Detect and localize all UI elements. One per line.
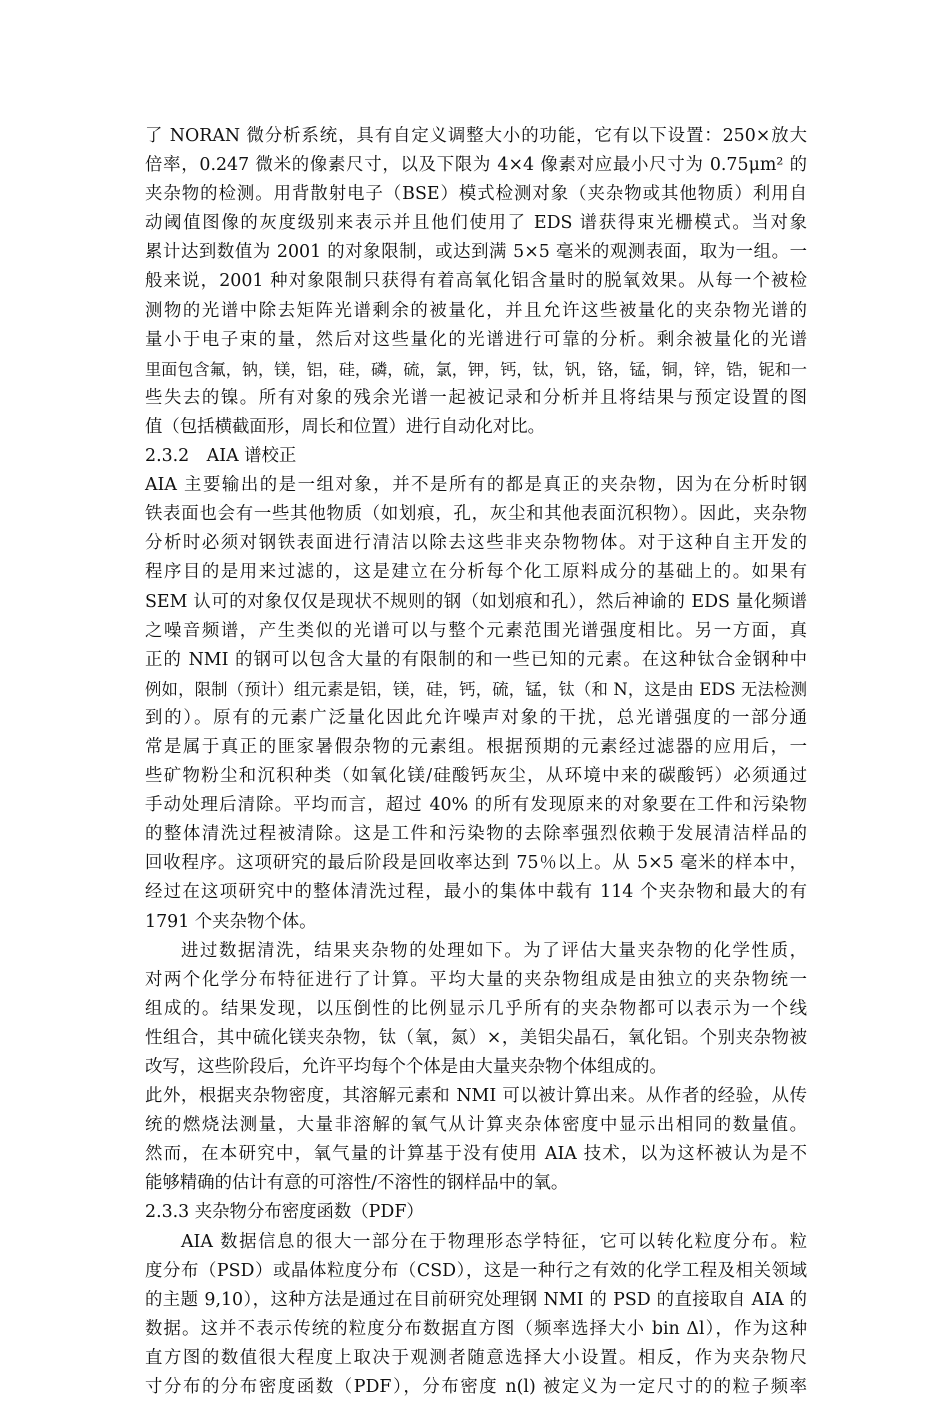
text-line: 进过数据清洗，结果夹杂物的处理如下。为了评估大量夹杂物的化学性质， [181,940,807,961]
section-heading: 2.3.3 夹杂物分布密度函数（PDF） [145,1202,424,1223]
text-line: 度分布（PSD）或晶体粒度分布（CSD），这是一种行之有效的化学工程及相关领域 [145,1260,807,1281]
text-line: 能够精确的估计有意的可溶性/不溶性的钢样品中的氧。 [145,1173,569,1194]
text-line: 1791 个夹杂物个体。 [145,911,317,932]
text-line: AIA 数据信息的很大一部分在于物理形态学特征，它可以转化粒度分布。粒 [181,1231,807,1252]
text-line: 测物的光谱中除去矩阵光谱剩余的被量化，并且允许这些被量化的夹杂物光谱的 [145,300,807,321]
text-line: 量小于电子束的量，然后对这些量化的光谱进行可靠的分析。剩余被量化的光谱 [145,329,807,350]
text-line: 正的 NMI 的钢可以包含大量的有限制的和一些已知的元素。在这种钛合金钢种中 [145,649,807,670]
text-line: 数据。这并不表示传统的粒度分布数据直方图（频率选择大小 bin Δl），作为这种 [145,1318,807,1339]
text-line: 之噪音频谱，产生类似的光谱可以与整个元素范围光谱强度相比。另一方面，真 [145,620,807,641]
text-line: 的整体清洗过程被清除。这是工件和污染物的去除率强烈依赖于发展清洁样品的 [145,824,807,845]
text-line: 统的燃烧法测量，大量非溶解的氧气从计算夹杂体密度中显示出相同的数量值。 [145,1115,807,1136]
document-body [145,122,807,1402]
text-line: 到的）。原有的元素广泛量化因此允许噪声对象的干扰，总光谱强度的一部分通 [145,707,807,728]
text-line: 了 NORAN 微分析系统，具有自定义调整大小的功能，它有以下设置：250×放大 [145,126,807,146]
text-line: SEM 认可的对象仅仅是现状不规则的钢（如划痕和孔），然后神谕的 EDS 量化频谱 [145,591,807,612]
text-line: 组成的。结果发现，以压倒性的比例显示几乎所有的夹杂物都可以表示为一个线 [145,998,807,1019]
text-line: 值（包括横截面形，周长和位置）进行自动化对比。 [145,416,545,437]
text-line: 常是属于真正的匪家暑假杂物的元素组。根据预期的元素经过滤器的应用后，一 [145,736,807,757]
text-line: 分析时必须对钢铁表面进行清洁以除去这些非夹杂物物体。对于这种自主开发的 [145,533,807,554]
text-line: 般来说，2001 种对象限制只获得有着高氧化铝含量时的脱氧效果。从每一个被检 [145,271,807,292]
text-line: 经过在这项研究中的整体清洗过程，最小的集体中载有 114 个夹杂物和最大的有 [145,882,807,903]
text-line: 里面包含氟，钠，镁，铝，硅，磷，硫，氯，钾，钙，钛，钒，铬，锰，铜，锌，锆，铌和一 [145,359,807,379]
text-line: 然而，在本研究中，氧气量的计算基于没有使用 AIA 技术，以为这杯被认为是不 [145,1144,807,1165]
text-line: 铁表面也会有一些其他物质（如划痕，孔，灰尘和其他表面沉积物）。因此，夹杂物 [145,504,807,525]
text-line: 改写，这些阶段后，允许平均每个个体是由大量夹杂物个体组成的。 [145,1057,667,1077]
text-line: 例如，限制（预计）组元素是铝，镁，硅，钙，硫，锰，钛（和 N，这是由 EDS 无法检测 [145,679,807,699]
text-line: 动阈值图像的灰度级别来表示并且他们使用了 EDS 谱获得束光栅模式。当对象 [145,213,807,234]
text-line: 些失去的镍。所有对象的残余光谱一起被记录和分析并且将结果与预定设置的图 [145,387,807,408]
text-line: 寸分布的分布密度函数（PDF），分布密度 n(l) 被定义为一定尺寸的的粒子频率 [145,1377,807,1398]
text-line: 些矿物粉尘和沉积种类（如氧化镁/硅酸钙灰尘，从环境中来的碳酸钙）必须通过 [145,766,807,787]
text-line: AIA 主要输出的是一组对象，并不是所有的都是真正的夹杂物，因为在分析时钢 [145,475,807,496]
text-line: 此外，根据夹杂物密度，其溶解元素和 NMI 可以被计算出来。从作者的经验，从传 [145,1086,807,1107]
text-line: 的主题 9,10），这种方法是通过在目前研究处理钢 NMI 的 PSD 的直接取自 AIA 的 [145,1289,807,1310]
text-line: 倍率，0.247 微米的像素尺寸，以及下限为 4×4 像素对应最小尺寸为 0.75μm² 的 [145,155,807,176]
text-line: 性组合，其中硫化镁夹杂物，钛（氧，氮）×，美铝尖晶石，氧化铝。个别夹杂物被 [145,1027,807,1048]
text-line: 对两个化学分布特征进行了计算。平均大量的夹杂物组成是由独立的夹杂物统一 [145,969,807,990]
section-heading: 2.3.2 AIA 谱校正 [145,446,297,467]
text-line: 累计达到数值为 2001 的对象限制，或达到满 5×5 毫米的观测表面，取为一组。一 [145,242,807,263]
text-line: 直方图的数值很大程度上取决于观测者随意选择大小设置。相反，作为夹杂物尺 [145,1347,807,1368]
text-line: 夹杂物的检测。用背散射电子（BSE）模式检测对象（夹杂物或其他物质）利用自 [145,184,807,205]
text-line: 回收程序。这项研究的最后阶段是回收率达到 75％以上。从 5×5 毫米的样本中， [145,853,807,874]
text-line: 手动处理后清除。平均而言，超过 40% 的所有发现原来的对象要在工件和污染物 [145,795,807,816]
text-line: 程序目的是用来过滤的，这是建立在分析每个化工原料成分的基础上的。如果有 [145,562,807,583]
